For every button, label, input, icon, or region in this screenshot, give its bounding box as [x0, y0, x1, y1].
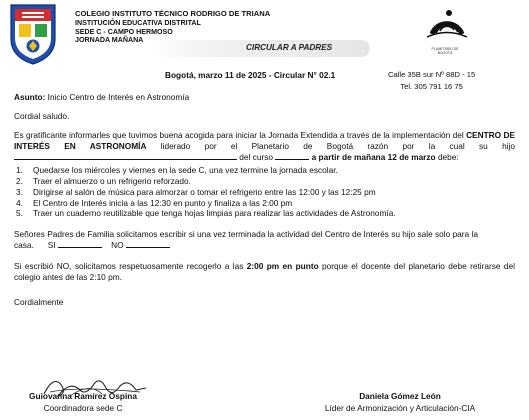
step-text: Quedarse los miércoles y viernes en la sede C, una vez termine la jornada escolar.	[33, 164, 338, 175]
intro-paragraph	[14, 130, 515, 163]
start-date-text: a partir de mañana 12 de marzo	[309, 151, 436, 162]
signature-block-leader	[300, 391, 500, 414]
closing: Cordialmente	[14, 297, 64, 308]
subject-label: Asunto:	[14, 92, 46, 102]
circular-date-line: Bogotá, marzo 11 de 2025 - Circular N° 02.1	[165, 70, 336, 80]
request-text: Señores Padres de Familia solicitamos escribir si una vez terminada la actividad del Centro de Interés su hijo sale solo para la casa.	[14, 229, 478, 251]
circular-title: CIRCULAR A PADRES	[246, 43, 333, 52]
campus-name: SEDE C - CAMPO HERMOSO	[75, 27, 173, 36]
letter-body	[14, 92, 515, 318]
pickup-text-1: Si escribió NO, solicitamos respetuosamente recogerlo a las	[14, 261, 247, 272]
pickup-time: 2:00 pm en punto	[246, 261, 319, 272]
step-text: El Centro de Interés inicia a las 12:30 en punto y finaliza a las 2:00 pm	[33, 197, 293, 208]
intro-text-4: debe:	[435, 151, 459, 162]
school-name: COLEGIO INSTITUTO TÉCNICO RODRIGO DE TRIANA	[75, 9, 271, 18]
list-item: 5. Traer un cuaderno reutilizable que tenga hojas limpias para realizar las actividades de Astronomía.	[16, 208, 396, 219]
list-item: 2. Traer el almuerzo o un refrigerio reforzado.	[16, 175, 191, 186]
intro-text-1: Es gratificante informarles que tuvimos buena acogida para iniciar la Jornada Extendida a través de la implementación del	[14, 129, 467, 140]
list-item: 1. Quedarse los miércoles y viernes en la sede C, una vez termine la jornada escolar.	[16, 164, 338, 175]
institution-type: INSTITUCIÓN EDUCATIVA DISTRITAL	[75, 18, 201, 27]
program-name: CENTRO DE INTERÉS EN ASTRONOMÍA	[14, 129, 515, 151]
step-text: Dirigirse al salón de música para almorzar o tomar el refrigerio entre las 12:00 y las 12:25 pm	[33, 186, 376, 197]
no-blank[interactable]	[126, 240, 170, 248]
instructions-list	[14, 165, 515, 220]
school-address: Calle 35B sur Nº 88D - 15	[388, 70, 476, 79]
coordinator-role: Coordinadora sede C	[43, 402, 123, 413]
pickup-paragraph	[14, 261, 515, 283]
exit-request-paragraph	[14, 229, 515, 251]
subject-text: Inicio Centro de Interés en Astronomía	[45, 92, 190, 102]
leader-role: Líder de Armonización y Articulación-CIA	[324, 402, 476, 413]
leader-name: Daniela Gómez León	[359, 391, 441, 401]
no-label: NO	[111, 240, 124, 251]
intro-text-3: del curso	[237, 151, 276, 162]
intro-text-2: liderado por el Planetario de Bogotá razón por la cual su hijo	[146, 140, 515, 151]
school-phone: Tel. 305 791 16 75	[400, 81, 463, 91]
student-name-blank[interactable]	[14, 152, 237, 160]
step-text: Traer el almuerzo o un refrigerio reforzado.	[33, 175, 191, 186]
signature-block-coordinator	[13, 391, 153, 414]
yes-blank[interactable]	[58, 240, 102, 248]
pickup-text-2: porque el docente del planetario debe retirarse del colegio antes de las 2:10 pm.	[14, 261, 515, 283]
greeting: Cordial saludo.	[14, 110, 70, 121]
course-blank[interactable]	[275, 152, 309, 160]
school-crest-logo	[8, 3, 58, 65]
subject-line	[14, 92, 515, 103]
planetarium-logo	[423, 6, 471, 42]
address-block	[388, 69, 475, 93]
coordinator-name: Guiovanna Ramírez Ospina	[29, 391, 137, 401]
planetarium-caption: PLANETARIO DE BOGOTÁ	[431, 47, 459, 55]
school-shift: JORNADA MAÑANA	[75, 36, 144, 45]
step-text: Traer un cuaderno reutilizable que tenga hojas limpias para realizar las actividades de Astronomía.	[33, 208, 396, 219]
list-item: 3. Dirigirse al salón de música para almorzar o tomar el refrigerio entre las 12:00 y las 12:25 pm	[16, 186, 376, 197]
list-item: 4. El Centro de Interés inicia a las 12:30 en punto y finaliza a las 2:00 pm	[16, 197, 293, 208]
yes-label: SI	[47, 240, 56, 251]
